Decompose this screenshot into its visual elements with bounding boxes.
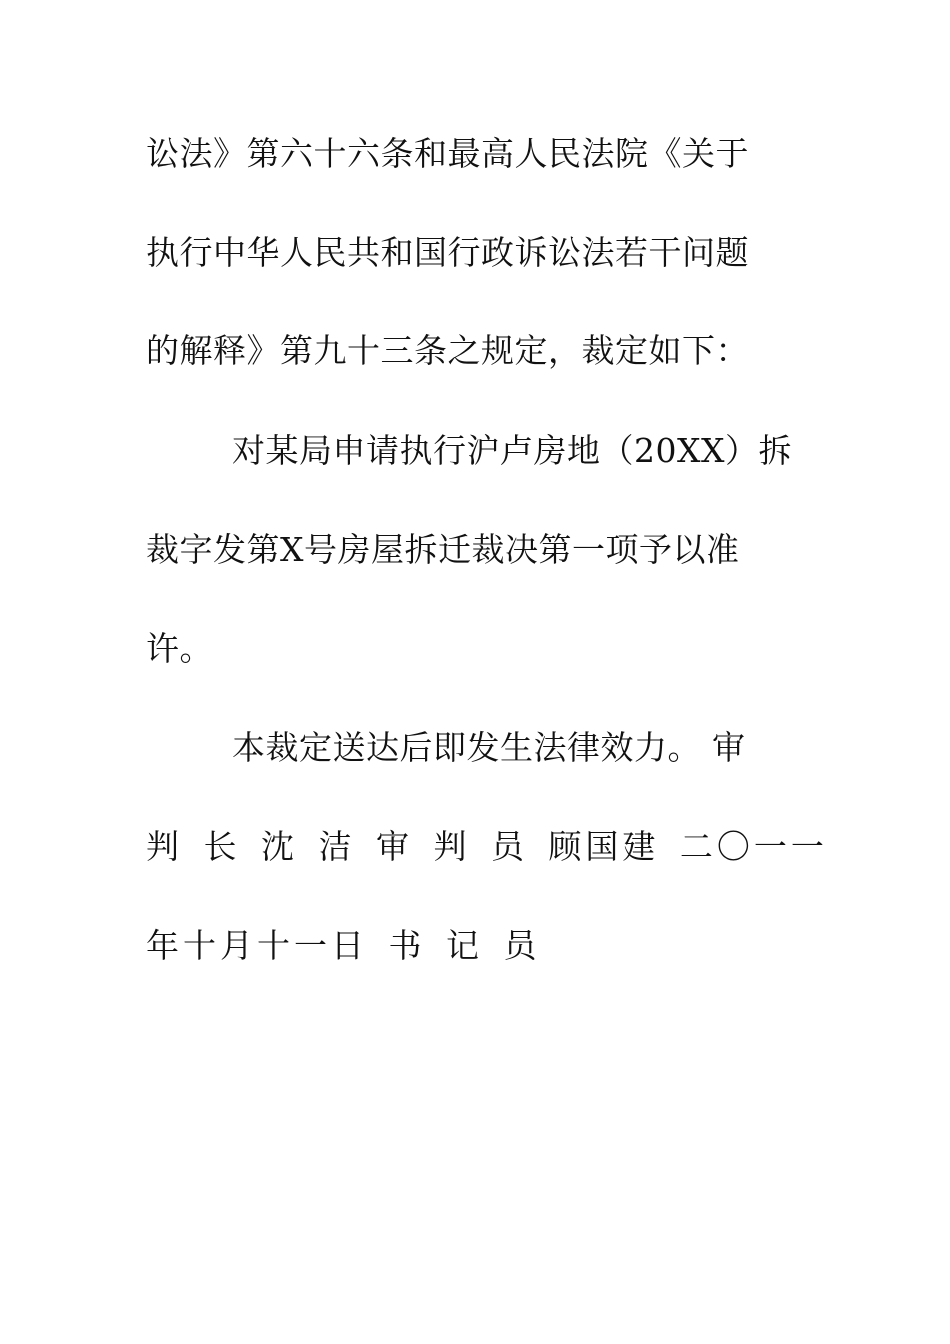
text-line-1: 讼法》第六十六条和最高人民法院《关于 (146, 134, 749, 173)
text-line-9: 年十月十一日 书 记 员 (146, 926, 541, 965)
text-line-4: 对某局申请执行沪卢房地（20XX）拆 (232, 431, 792, 470)
text-line-2: 执行中华人民共和国行政诉讼法若干问题 (146, 233, 749, 272)
text-line-6: 许。 (146, 629, 213, 668)
text-line-8: 判 长 沈 洁 审 判 员 顾国建 二〇一一 (146, 827, 828, 866)
text-line-7: 本裁定送达后即发生法律效力。 审 (232, 728, 746, 767)
text-line-3: 的解释》第九十三条之规定，裁定如下： (146, 331, 749, 370)
text-line-5: 裁字发第X号房屋拆迁裁决第一项予以准 (146, 530, 740, 569)
